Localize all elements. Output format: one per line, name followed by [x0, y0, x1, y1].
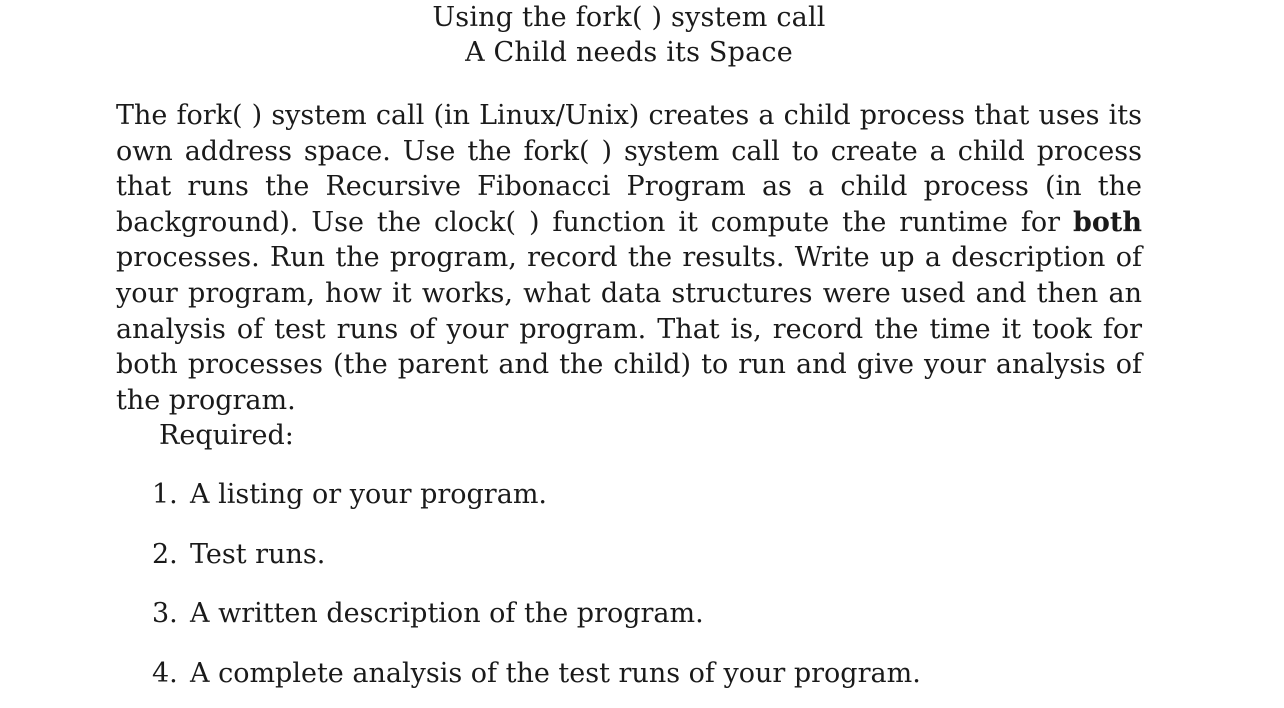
description-text-part-1: The fork( ) system call (in Linux/Unix) creates a child process that uses its own address space. Use the fork( ) system call to create a child process that runs the Recursive Fibonacci Program as a child process (in the background). Use the clock( ) function it compute the runtime for	[116, 100, 1142, 238]
description-text-part-2: processes. Run the program, record the results. Write up a description of your program, how it works, what data structures were used and then an analysis of test runs of your program. That is, record the time it took for both processes (the parent and the child) to run and give your analysis of the program.	[116, 242, 1142, 416]
required-heading: Required:	[159, 420, 294, 451]
description-bold-word: both	[1073, 206, 1142, 238]
requirement-number: 1.	[152, 479, 178, 510]
title-line-2: A Child needs its Space	[465, 37, 793, 68]
requirement-number: 4.	[152, 658, 178, 689]
requirement-text: A written description of the program.	[190, 598, 704, 629]
requirement-item	[152, 596, 704, 631]
requirement-item	[152, 477, 547, 512]
assignment-description	[116, 98, 1142, 418]
requirement-text: Test runs.	[190, 539, 326, 570]
requirement-item	[152, 537, 325, 572]
requirement-text: A listing or your program.	[190, 479, 547, 510]
requirement-item	[152, 656, 921, 691]
requirement-text: A complete analysis of the test runs of your program.	[190, 658, 921, 689]
requirement-number: 3.	[152, 598, 178, 629]
document-title	[0, 0, 1258, 70]
title-line-1: Using the fork( ) system call	[432, 2, 826, 33]
requirement-number: 2.	[152, 539, 178, 570]
